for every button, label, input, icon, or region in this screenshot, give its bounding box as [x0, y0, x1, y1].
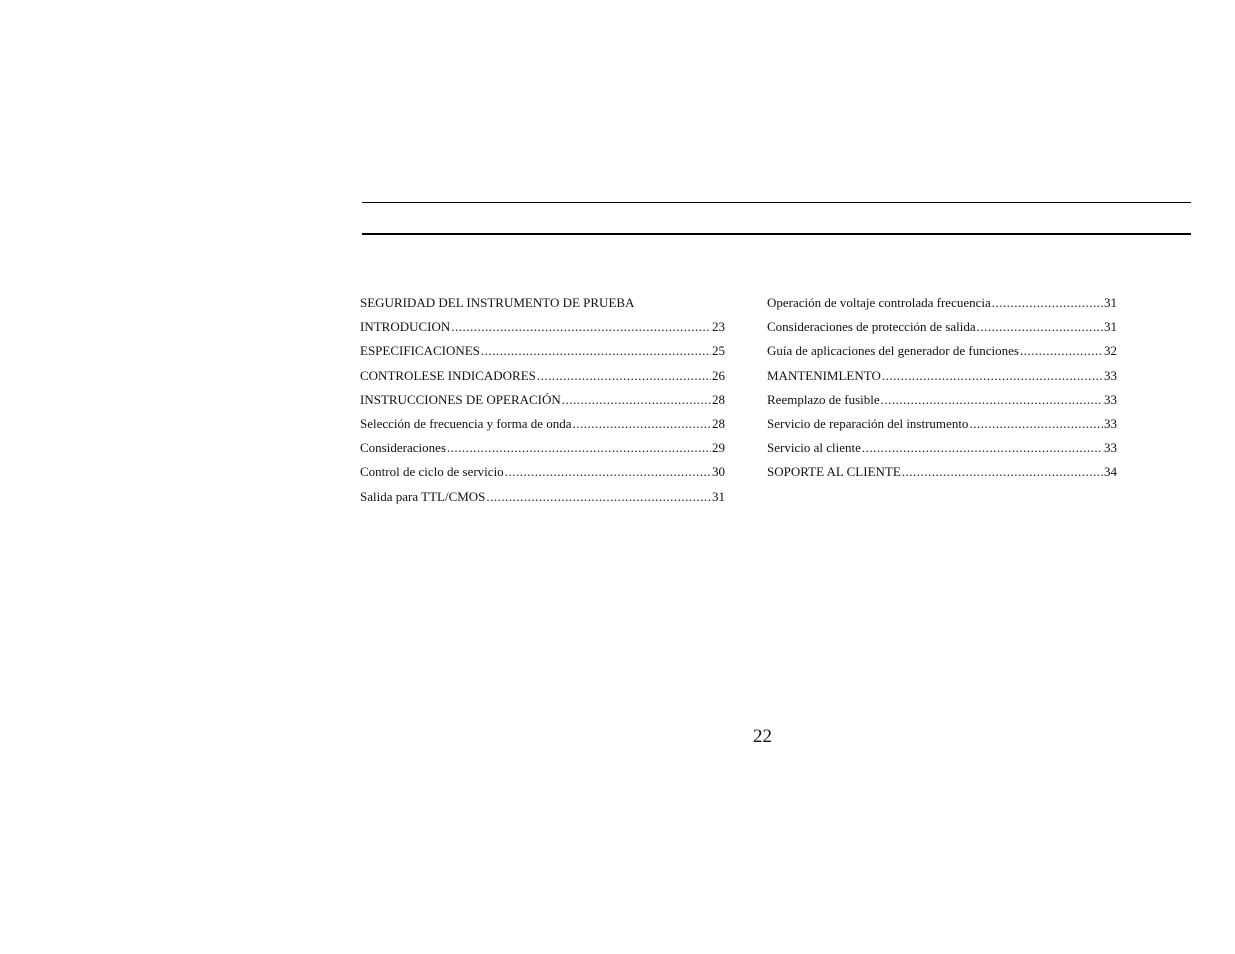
- toc-entry: [360, 291, 725, 315]
- toc-entry-page: 25: [712, 343, 725, 359]
- dot-leader: [451, 315, 711, 339]
- toc-entry-title: Servicio al cliente: [767, 440, 861, 456]
- toc-entry-title: ESPECIFICACIONES: [360, 343, 480, 359]
- toc-entry-title: MANTENIMLENTO: [767, 367, 881, 383]
- toc-entry-title: Consideraciones: [360, 440, 446, 456]
- toc-entry: [360, 388, 725, 412]
- dot-leader: [969, 412, 1103, 436]
- toc-entry-page: 28: [712, 415, 725, 431]
- toc-entry-title: INSTRUCCIONES DE OPERACIÓN: [360, 391, 561, 407]
- toc-entry-page: 33: [1104, 367, 1117, 383]
- dot-leader: [902, 460, 1103, 484]
- toc-entry-page: 28: [712, 391, 725, 407]
- header-rule-bottom: [362, 233, 1191, 235]
- toc-entry-page: 31: [1104, 319, 1117, 335]
- dot-leader: [881, 388, 1103, 412]
- toc-column-left: [360, 291, 725, 509]
- toc-entry-page: 34: [1104, 464, 1117, 480]
- dot-leader: [505, 460, 711, 484]
- dot-leader: [573, 412, 711, 436]
- toc-entry: [767, 412, 1117, 436]
- header-rule-top: [362, 202, 1191, 203]
- toc-entry: [360, 315, 725, 339]
- dot-leader: [447, 436, 711, 460]
- toc-entry-title: Guía de aplicaciones del generador de funciones: [767, 343, 1019, 359]
- toc-entry-page: 26: [712, 367, 725, 383]
- toc-entry-page: 33: [1104, 391, 1117, 407]
- toc-entry-page: 30: [712, 464, 725, 480]
- toc-entry-page: 33: [1104, 440, 1117, 456]
- toc-entry-title: SEGURIDAD DEL INSTRUMENTO DE PRUEBA: [360, 295, 635, 310]
- toc-entry: [767, 364, 1117, 388]
- toc-entry: [360, 460, 725, 484]
- dot-leader: [992, 291, 1103, 315]
- toc-entry: [360, 412, 725, 436]
- dot-leader: [977, 315, 1103, 339]
- toc-entry-title: Control de ciclo de servicio: [360, 464, 504, 480]
- toc-entry-title: Servicio de reparación del instrumento: [767, 415, 969, 431]
- toc-entry-title: INTRODUCION: [360, 319, 451, 335]
- toc-entry-title: Consideraciones de protección de salida: [767, 319, 976, 335]
- toc-entry: [767, 388, 1117, 412]
- toc-entry: [767, 436, 1117, 460]
- toc-entry: [360, 436, 725, 460]
- dot-leader: [562, 388, 711, 412]
- toc-entry-page: 31: [712, 488, 725, 504]
- dot-leader: [862, 436, 1103, 460]
- toc-entry: [767, 291, 1117, 315]
- toc-entry: [360, 364, 725, 388]
- toc-entry-title: Reemplazo de fusible: [767, 391, 880, 407]
- toc-entry-title: Salida para TTL/CMOS: [360, 488, 486, 504]
- toc-entry: [767, 315, 1117, 339]
- dot-leader: [486, 485, 711, 509]
- toc-entry-title: Operación de voltaje controlada frecuencia: [767, 295, 991, 310]
- toc-column-right: [767, 291, 1117, 485]
- dot-leader: [1020, 339, 1103, 363]
- toc-entry-page: 31: [1104, 295, 1117, 310]
- toc-entry-title: CONTROLESE INDICADORES: [360, 367, 536, 383]
- toc-entry-page: 23: [712, 319, 725, 335]
- dot-leader: [882, 364, 1103, 388]
- page-number: 22: [753, 726, 772, 747]
- toc-entry: [360, 485, 725, 509]
- toc-entry-title: Selección de frecuencia y forma de onda: [360, 415, 572, 431]
- toc-entry-title: SOPORTE AL CLIENTE: [767, 464, 901, 480]
- toc-entry-page: 29: [712, 440, 725, 456]
- toc-entry-page: 32: [1104, 343, 1117, 359]
- dot-leader: [537, 364, 711, 388]
- toc-entry-page: 33: [1104, 415, 1117, 431]
- toc-entry: [360, 339, 725, 363]
- toc-entry: [767, 460, 1117, 484]
- toc-entry: [767, 339, 1117, 363]
- dot-leader: [481, 339, 711, 363]
